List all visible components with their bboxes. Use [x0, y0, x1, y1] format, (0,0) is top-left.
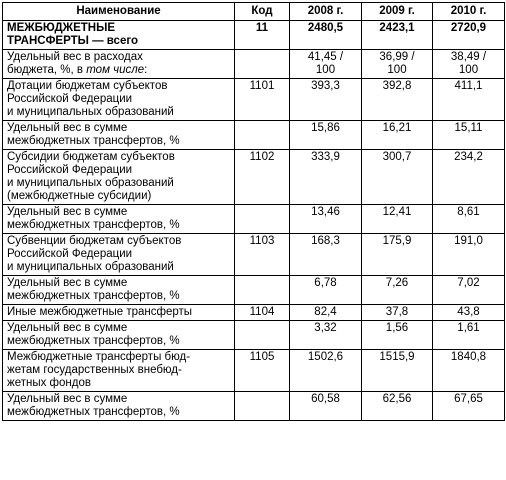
table-row	[3, 305, 505, 321]
row-name-line: Удельный вес в расходах	[7, 51, 143, 63]
table-row	[3, 79, 505, 121]
row-name-line: Российской Федерации	[7, 248, 133, 260]
row-value-2010: 1840,8	[433, 350, 505, 392]
row-value-2009: 175,9	[362, 234, 433, 276]
row-value-2010: 234,2	[433, 150, 505, 205]
row-name-line: Российской Федерации	[7, 164, 133, 176]
row-name-line: (межбюджетные субсидии)	[7, 190, 152, 202]
row-code	[235, 50, 290, 79]
table-row	[3, 150, 505, 205]
row-code: 11	[235, 21, 290, 50]
value-line: 38,49 /	[450, 51, 487, 63]
row-value-2008: 333,9	[290, 150, 362, 205]
row-value-2008: 15,86	[290, 121, 362, 150]
row-name-line: межбюджетных трансфертов, %	[7, 135, 180, 147]
value-line: 100	[315, 64, 336, 76]
header-2008: 2008 г.	[290, 3, 362, 21]
row-value-2008: 82,4	[290, 305, 362, 321]
row-name-line: МЕЖБЮДЖЕТНЫЕ	[7, 22, 115, 34]
row-value-2010: 191,0	[433, 234, 505, 276]
header-name: Наименование	[3, 3, 235, 21]
row-code	[235, 276, 290, 305]
row-value-2009: 7,26	[362, 276, 433, 305]
table-row	[3, 392, 505, 421]
row-name-line: и муниципальных образований	[7, 177, 174, 189]
row-name-line: и муниципальных образований	[7, 261, 174, 273]
table-row	[3, 234, 505, 276]
value-line: 41,45 /	[307, 51, 344, 63]
row-value-2009: 12,41	[362, 205, 433, 234]
row-name	[3, 21, 235, 50]
row-value-2010: 411,1	[433, 79, 505, 121]
row-code	[235, 321, 290, 350]
row-value-2009: 392,8	[362, 79, 433, 121]
row-code	[235, 205, 290, 234]
table-row	[3, 321, 505, 350]
row-value-2010: 67,65	[433, 392, 505, 421]
row-name	[3, 321, 235, 350]
table-row	[3, 205, 505, 234]
value-line: 100	[387, 64, 407, 76]
row-name-line-end: :	[144, 64, 148, 76]
value-line: 36,99 /	[379, 51, 415, 63]
row-name-line: межбюджетных трансфертов, %	[7, 335, 180, 347]
row-value-2009: 2423,1	[362, 21, 433, 50]
table-row	[3, 121, 505, 150]
row-code: 1104	[235, 305, 290, 321]
row-value-2010: 8,61	[433, 205, 505, 234]
row-name-line: Удельный вес в сумме	[7, 122, 128, 134]
row-name-line: Дотации бюджетам субъектов	[7, 80, 168, 92]
row-value-2008: 60,58	[290, 392, 362, 421]
row-value-2010: 15,11	[433, 121, 505, 150]
header-2010: 2010 г.	[433, 3, 505, 21]
row-value-2008: 393,3	[290, 79, 362, 121]
row-name	[3, 234, 235, 276]
row-name-line: Межбюджетные трансферты бюд-	[7, 351, 191, 363]
row-value-2009: 62,56	[362, 392, 433, 421]
row-value-2009: 1515,9	[362, 350, 433, 392]
table-row-total-share	[3, 50, 505, 79]
row-value-2009: 16,21	[362, 121, 433, 150]
row-name-line: Субсидии бюджетам субъектов	[7, 151, 175, 163]
row-name-line: ТРАНСФЕРТЫ — всего	[7, 35, 139, 47]
row-name-line: межбюджетных трансфертов, %	[7, 219, 180, 231]
row-name	[3, 350, 235, 392]
row-value-2009	[362, 50, 433, 79]
row-value-2008: 6,78	[290, 276, 362, 305]
row-name	[3, 392, 235, 421]
row-name-line: Удельный вес в сумме	[7, 206, 128, 218]
row-value-2008: 168,3	[290, 234, 362, 276]
row-value-2009: 37,8	[362, 305, 433, 321]
row-name	[3, 150, 235, 205]
value-line: 100	[458, 64, 479, 76]
budget-transfers-table	[2, 2, 505, 421]
row-name-line: жетных фондов	[7, 377, 91, 389]
row-value-2010: 2720,9	[433, 21, 505, 50]
row-value-2010: 1,61	[433, 321, 505, 350]
table-row-total	[3, 21, 505, 50]
row-value-2008: 13,46	[290, 205, 362, 234]
header-2009: 2009 г.	[362, 3, 433, 21]
row-name	[3, 276, 235, 305]
table-row	[3, 350, 505, 392]
table-header-row	[3, 3, 505, 21]
row-code: 1102	[235, 150, 290, 205]
row-name-line: Российской Федерации	[7, 93, 133, 105]
table-row	[3, 276, 505, 305]
row-name	[3, 79, 235, 121]
row-value-2010: 7,02	[433, 276, 505, 305]
row-value-2008: 2480,5	[290, 21, 362, 50]
row-name-line: межбюджетных трансфертов, %	[7, 406, 180, 418]
row-name	[3, 205, 235, 234]
row-code	[235, 121, 290, 150]
row-code: 1101	[235, 79, 290, 121]
row-value-2010: 43,8	[433, 305, 505, 321]
row-name-line: межбюджетных трансфертов, %	[7, 290, 180, 302]
row-code	[235, 392, 290, 421]
row-name-line: Субвенции бюджетам субъектов	[7, 235, 182, 247]
row-value-2010	[433, 50, 505, 79]
row-name	[3, 50, 235, 79]
row-code: 1103	[235, 234, 290, 276]
row-code: 1105	[235, 350, 290, 392]
row-name-line: Удельный вес в сумме	[7, 322, 128, 334]
header-code: Код	[235, 3, 290, 21]
row-value-2008	[290, 50, 362, 79]
row-name	[3, 305, 235, 321]
row-value-2009: 1,56	[362, 321, 433, 350]
row-name-line: Иные межбюджетные трансферты	[7, 306, 193, 318]
row-value-2008: 1502,6	[290, 350, 362, 392]
row-name	[3, 121, 235, 150]
row-name-line: и муниципальных образований	[7, 106, 174, 118]
row-name-line: жетам государственных внебюд-	[7, 364, 182, 376]
row-name-italic: том числе	[86, 64, 145, 76]
row-name-line: Удельный вес в сумме	[7, 277, 128, 289]
row-value-2009: 300,7	[362, 150, 433, 205]
row-name-line: бюджета, %, в	[7, 64, 87, 76]
row-value-2008: 3,32	[290, 321, 362, 350]
row-name-line: Удельный вес в сумме	[7, 393, 128, 405]
